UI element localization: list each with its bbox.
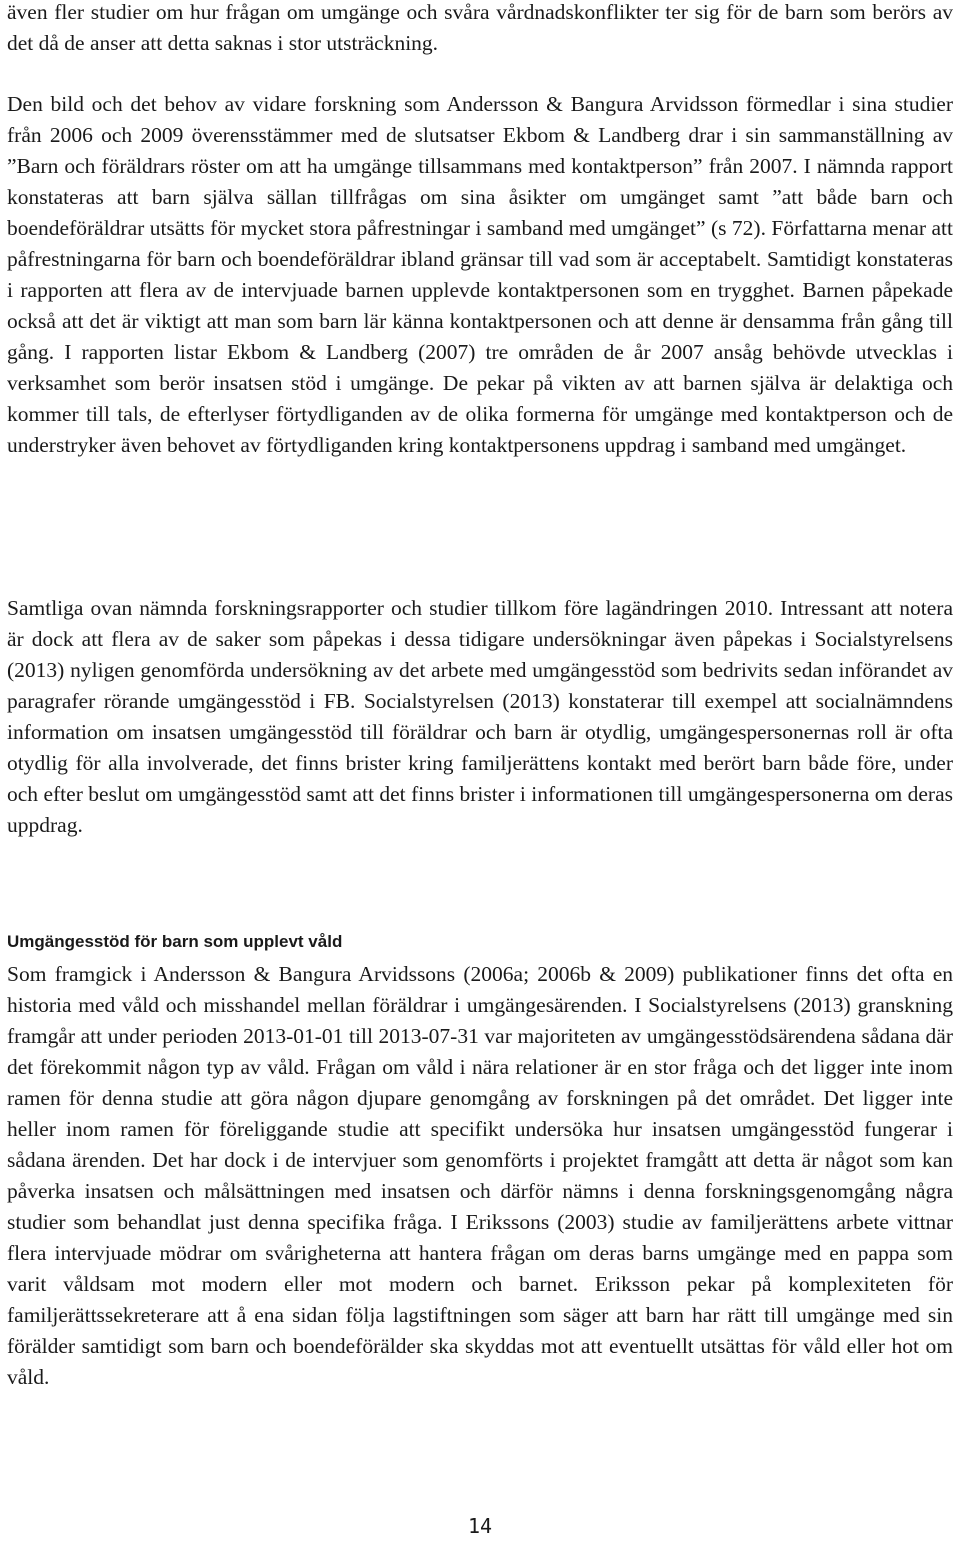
paragraph-vald: Som framgick i Andersson & Bangura Arvidssons (2006a; 2006b & 2009) publikationer finns det ofta en historia med våld och misshandel mellan föräldrar i umgängesärenden. I Socialstyrelsens (2013) granskning framgår att under perioden 2013-01-01 till 2013-07-31 var majoriteten av umgängesstödsärendena sådana där det förekommit någon typ av våld. Frågan om våld i nära relationer är en stor fråga och det ligger inte inom ramen för denna studie att göra någon djupare genomgång av forskningen på det området. Det ligger inte heller inom ramen för föreliggande studie att specifikt undersöka hur insatsen umgängesstöd fungerar i sådana ärenden. Det har dock i de intervjuer som genomförts i projektet framgått att detta är något som kan påverka insatsen och målsättningen med insatsen och därför nämns i denna forskningsgenomgång några studier som behandlat just denna specifika fråga. I Erikssons (2003) studie av familjerättens arbete vittnar flera intervjuade mödrar om svårigheterna att hantera frågan om deras barns umgänge med en pappa som varit våldsam mot modern eller mot modern och barnet. Eriksson pekar på komplexiteten för familjerättssekreterare att å ena sidan följa lagstiftningen som säger att barn har rätt till umgänge med sin förälder samtidigt som barn och boendeförälder ska skyddas mot att eventuellt utsättas för våld eller hot om våld. [7,962,953,1389]
paragraph-research-summary: Den bild och det behov av vidare forskning som Andersson & Bangura Arvidsson förmedlar i sina studier från 2006 och 2009 överensstämmer med de slutsatser Ekbom & Landberg drar i sin sammanställning av ”Barn och föräldrars röster om att ha umgänge tillsammans med kontaktperson” från 2007. I nämnda rapport konstateras att barn själva sällan tillfrågas om sina åsikter om umgänget samt ”att både barn och boendeföräldrar utsätts för mycket stora påfrestningar i samband med umgänget” (s 72). Författarna menar att påfrestningarna för barn och boendeföräldrar ibland gränsar till vad som är acceptabelt. Samtidigt konstateras i rapporten att flera av de intervjuade barnen upplevde kontaktpersonen som en trygghet. Barnen påpekade också att det är viktigt att man som barn lär känna kontaktpersonen och att denne är densamma från gång till gång. I rapporten listar Ekbom & Landberg (2007) tre områden de år 2007 ansåg behövde utvecklas i verksamhet som berör insatsen stöd i umgänge. De pekar på vikten av att barnen själva är delaktiga och kommer till tals, de efterlyser förtydliganden av de olika formerna för umgänge med kontaktperson och de understryker även behovet av förtydliganden kring kontaktpersonens uppdrag i samband med umgänget. [7,92,953,457]
section-heading-vald: Umgängesstöd för barn som upplevt våld [7,932,343,951]
page-number: 14 [467,1514,493,1538]
paragraph-samtliga: Samtliga ovan nämnda forskningsrapporter och studier tillkom före lagändringen 2010. Intressant att notera är dock att flera av de saker som påpekas i dessa tidigare undersökningar även påpekas i Socialstyrelsens (2013) nyligen genomförda undersökning av det arbete med umgängesstöd som bedrivits sedan införandet av paragrafer rörande umgängesstöd i FB. Socialstyrelsen (2013) konstaterar till exempel att socialnämndens information om insatsen umgängesstöd till föräldrar och barn är otydlig, umgängespersonernas roll är ofta otydlig för alla involverade, det finns brister kring familjerättens kontakt med berört barn både före, under och efter beslut om umgängesstöd samt att det finns brister i informationen till umgängespersonerna om deras uppdrag. [7,596,953,837]
paragraph-continuation: även fler studier om hur frågan om umgänge och svåra vårdnadskonflikter ter sig för de barn som berörs av det då de anser att detta saknas i stor utsträckning. [7,0,953,55]
